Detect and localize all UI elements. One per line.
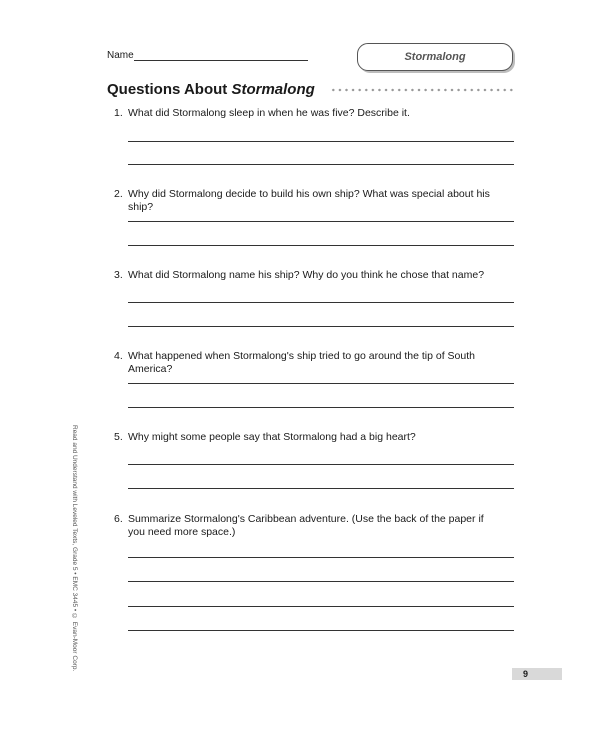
- answer-line[interactable]: [128, 630, 514, 631]
- question-6: [114, 513, 494, 539]
- answer-line[interactable]: [128, 407, 514, 408]
- question-text: What did Stormalong sleep in when he was five? Describe it.: [128, 107, 410, 119]
- title-dot-leader: [330, 88, 516, 92]
- side-credit: Read and Understand with Leveled Texts, Grade 5 • EMC 3445 • © Evan-Moor Corp.: [71, 425, 78, 672]
- question-number: 4.: [114, 350, 123, 362]
- answer-line[interactable]: [128, 141, 514, 142]
- answer-line[interactable]: [128, 164, 514, 165]
- question-number: 1.: [114, 107, 123, 119]
- question-number: 3.: [114, 269, 123, 281]
- question-number: 5.: [114, 431, 123, 443]
- page-number-bar: [512, 668, 562, 680]
- page-title: [107, 81, 315, 98]
- page-title-emphasis: Stormalong: [231, 81, 315, 98]
- answer-line[interactable]: [128, 557, 514, 558]
- question-5: [114, 431, 514, 444]
- answer-line[interactable]: [128, 245, 514, 246]
- question-3: [114, 269, 514, 282]
- question-text: What happened when Stormalong's ship tried to go around the tip of South America?: [128, 350, 475, 375]
- name-line: [134, 60, 308, 61]
- answer-line[interactable]: [128, 606, 514, 607]
- answer-line[interactable]: [128, 464, 514, 465]
- question-number: 2.: [114, 188, 123, 200]
- question-text: Why did Stormalong decide to build his own ship? What was special about his ship?: [128, 188, 490, 213]
- question-text: Summarize Stormalong's Caribbean adventure. (Use the back of the paper if you need more space.): [128, 513, 484, 538]
- answer-line[interactable]: [128, 383, 514, 384]
- answer-line[interactable]: [128, 302, 514, 303]
- question-4: [114, 350, 514, 376]
- question-number: 6.: [114, 513, 123, 525]
- page-title-prefix: Questions About: [107, 81, 232, 98]
- answer-line[interactable]: [128, 488, 514, 489]
- question-1: [114, 107, 514, 120]
- answer-line[interactable]: [128, 581, 514, 582]
- story-title-tab: Stormalong: [357, 43, 513, 71]
- answer-line[interactable]: [128, 326, 514, 327]
- question-text: What did Stormalong name his ship? Why do you think he chose that name?: [128, 269, 485, 281]
- question-text: Why might some people say that Stormalong had a big heart?: [128, 431, 416, 443]
- name-label: Name: [107, 50, 134, 61]
- question-2: [114, 188, 514, 214]
- page-number: 9: [523, 669, 529, 679]
- answer-line[interactable]: [128, 221, 514, 222]
